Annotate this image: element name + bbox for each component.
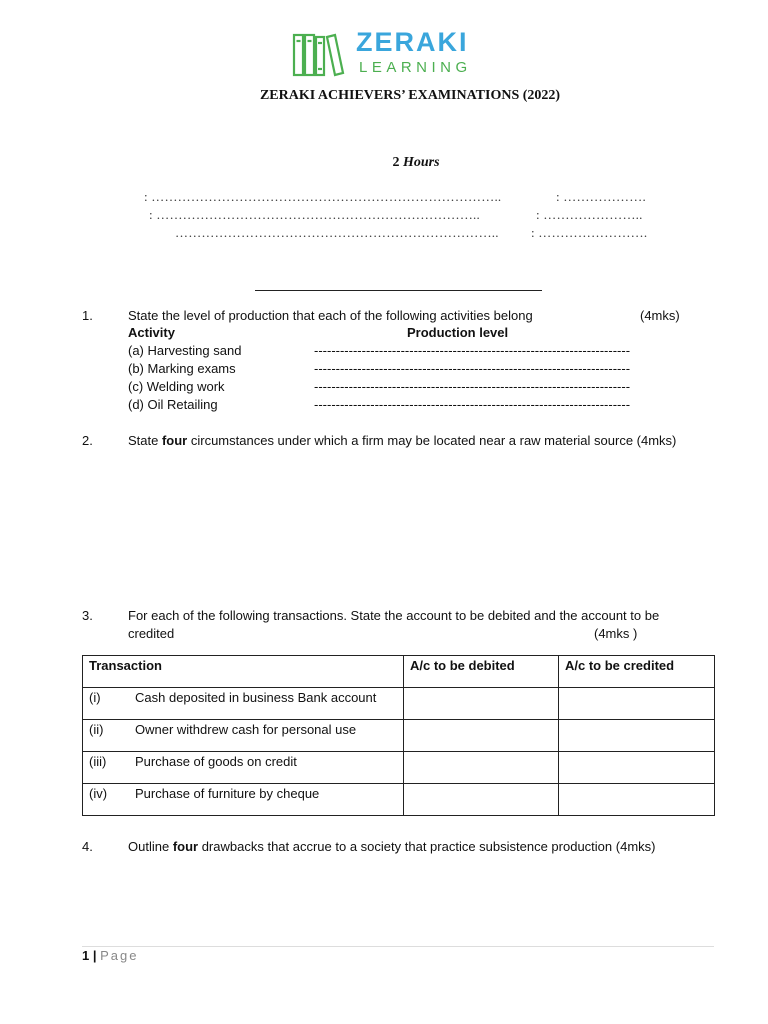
q1-item-c: (c) Welding work: [128, 379, 225, 394]
row-number: (iv): [89, 786, 108, 801]
footer-divider: [82, 946, 714, 947]
field-row-1-right[interactable]: : ……………….: [556, 189, 646, 204]
q1-marks: (4mks): [640, 308, 680, 323]
transaction-cell: [83, 784, 404, 816]
table-row: [83, 720, 715, 752]
transaction-text: Purchase of goods on credit: [135, 754, 297, 769]
credited-answer-cell[interactable]: [559, 688, 715, 720]
page-number: 1: [82, 948, 90, 963]
q1-answer-line-b[interactable]: -------------------------------------------------------------------------: [314, 361, 631, 376]
debited-answer-cell[interactable]: [404, 688, 559, 720]
credited-answer-cell[interactable]: [559, 720, 715, 752]
page-separator: |: [92, 948, 97, 963]
transaction-text: Owner withdrew cash for personal use: [135, 722, 357, 737]
duration-number: 2: [392, 155, 400, 170]
q1-answer-line-c[interactable]: -------------------------------------------------------------------------: [314, 379, 631, 394]
q3-text-line-1: For each of the following transactions. State the account to be debited and the account to be: [128, 608, 660, 623]
q1-answer-line-d[interactable]: -------------------------------------------------------------------------: [314, 397, 631, 412]
field-row-3-left[interactable]: ………………………………………………………………..: [175, 225, 499, 240]
table-row: [83, 688, 715, 720]
page-label: Page: [100, 948, 139, 963]
books-icon: [292, 31, 346, 77]
q1-col-production-level: Production level: [407, 325, 509, 340]
q3-number: 3.: [82, 608, 93, 623]
q4-emphasis: four: [172, 839, 199, 854]
q2-text: State four circumstances under which a firm may be located near a raw material source (4mks): [128, 433, 677, 448]
q3-text-line-2: credited: [128, 626, 175, 641]
row-number: (ii): [89, 722, 104, 737]
debited-answer-cell[interactable]: [404, 720, 559, 752]
exam-title: ZERAKI ACHIEVERS’ EXAMINATIONS (2022): [259, 88, 561, 103]
table-row: [83, 752, 715, 784]
field-row-3-right[interactable]: : …………………….: [531, 225, 648, 240]
logo-wordmark: ZERAKI: [356, 27, 469, 57]
debited-answer-cell[interactable]: [404, 752, 559, 784]
transaction-cell: [83, 720, 404, 752]
transaction-text: Purchase of furniture by cheque: [135, 786, 320, 801]
q1-item-a: (a) Harvesting sand: [128, 343, 242, 358]
page-footer: [82, 947, 139, 965]
exam-duration: [0, 155, 768, 171]
field-row-1-left[interactable]: : ……………………………………………………………………..: [144, 189, 502, 204]
q2-emphasis: four: [161, 433, 188, 448]
q4-text: Outline four drawbacks that accrue to a society that practice subsistence production (4mks): [128, 839, 656, 854]
q1-number: 1.: [82, 308, 93, 323]
field-row-2-left[interactable]: : ………………………………………………………………..: [149, 207, 480, 222]
logo-subtitle: LEARNING: [359, 59, 472, 76]
q4-number: 4.: [82, 839, 93, 854]
table-row: [83, 784, 715, 816]
field-row-2-right[interactable]: : …………………..: [536, 207, 643, 222]
q1-item-b: (b) Marking exams: [128, 361, 236, 376]
q1-text: State the level of production that each of the following activities belong: [128, 308, 533, 323]
credited-answer-cell[interactable]: [559, 752, 715, 784]
header-credited: A/c to be credited: [559, 656, 715, 688]
row-number: (iii): [89, 754, 107, 769]
header-divider: [255, 290, 542, 291]
transaction-cell: [83, 688, 404, 720]
q1-answer-line-a[interactable]: -------------------------------------------------------------------------: [314, 343, 631, 358]
header-transaction: Transaction: [83, 656, 404, 688]
row-number: (i): [89, 690, 101, 705]
transaction-cell: [83, 752, 404, 784]
q1-col-activity: Activity: [128, 325, 175, 340]
table-header-row: [83, 656, 715, 688]
q1-item-d: (d) Oil Retailing: [128, 397, 218, 412]
header-debited: A/c to be debited: [404, 656, 559, 688]
duration-unit: Hours: [402, 155, 440, 170]
credited-answer-cell[interactable]: [559, 784, 715, 816]
q3-marks: (4mks ): [594, 626, 638, 641]
transactions-table: [82, 655, 715, 816]
transaction-text: Cash deposited in business Bank account: [135, 690, 377, 705]
q2-number: 2.: [82, 433, 93, 448]
debited-answer-cell[interactable]: [404, 784, 559, 816]
